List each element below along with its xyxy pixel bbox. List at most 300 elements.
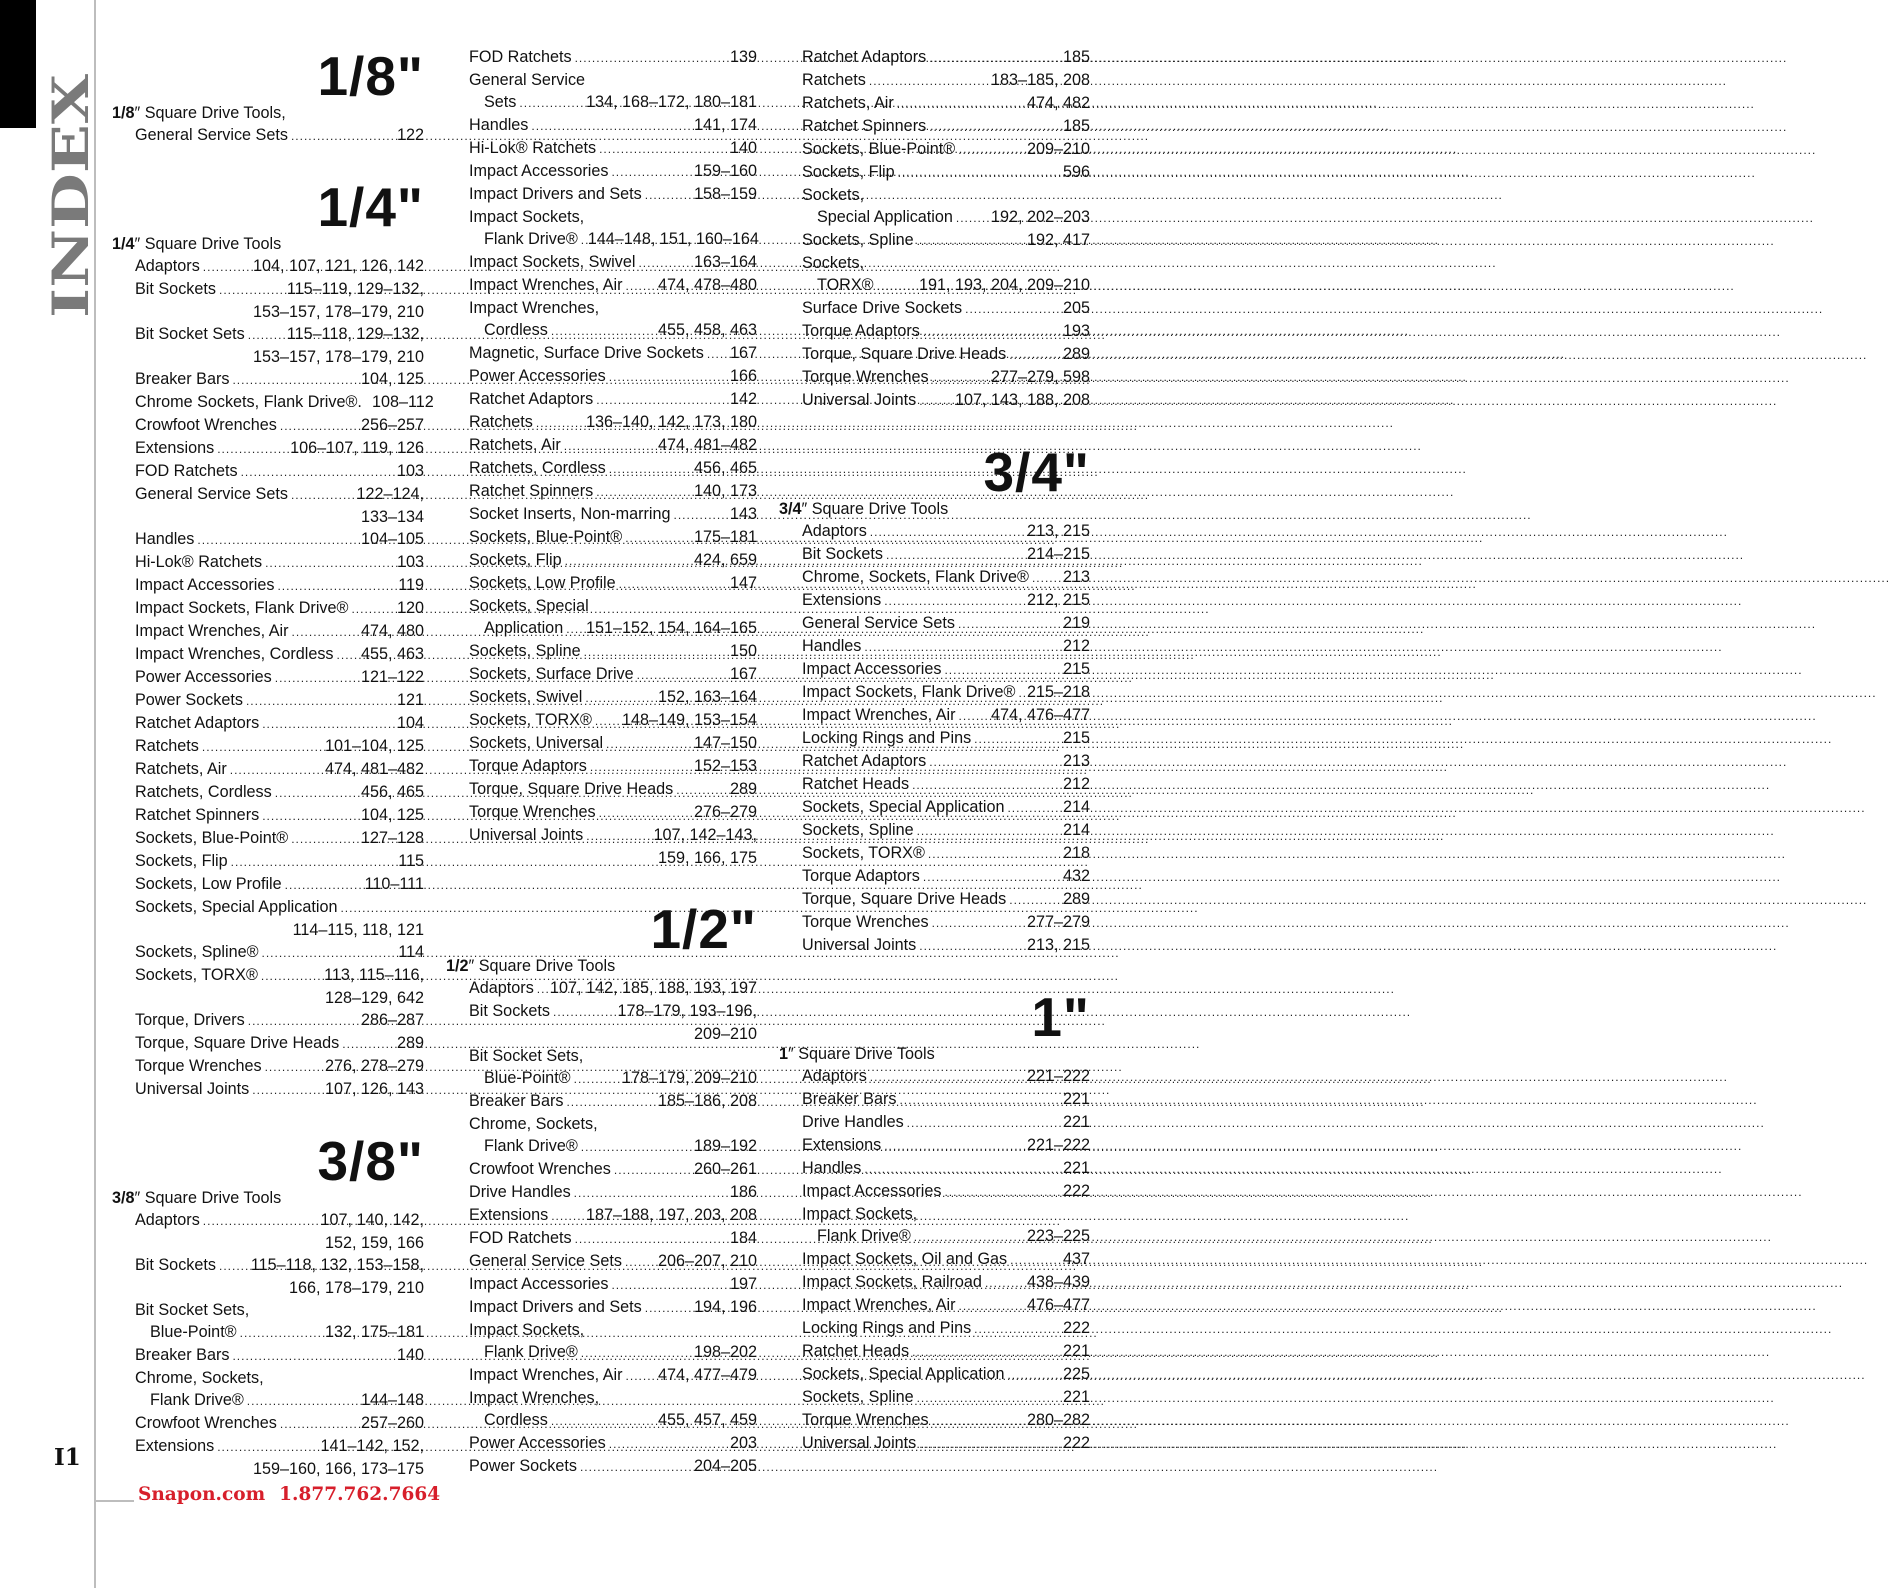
index-entry: [446, 342, 757, 365]
section-heading-size: 3/4: [779, 500, 802, 518]
entry-name: Ratchet Adaptors: [135, 714, 260, 732]
entry-name: Torque Wrenches: [802, 1411, 929, 1429]
entry-pages: 424, 659: [693, 551, 757, 569]
entry-pages: 257–260: [360, 1414, 424, 1432]
leader-dots: [217, 1436, 317, 1458]
section-heading-size: 3/8: [112, 1189, 135, 1207]
entry-name: Extensions: [802, 591, 882, 609]
entry-pages: 221–222: [1026, 1136, 1090, 1154]
entry-pages: 215: [1062, 660, 1090, 678]
entry-pages: 140: [396, 1346, 424, 1364]
leader-dots: [590, 756, 691, 778]
entry-name: Crowfoot Wrenches: [135, 416, 277, 434]
entry-pages: 120: [396, 599, 424, 617]
entry-pages: 222: [1062, 1182, 1090, 1200]
entry-name: Adaptors: [469, 979, 534, 997]
entry-name: Impact Wrenches, Air: [469, 1366, 623, 1384]
entry-name: Sockets, Special Application: [135, 898, 338, 916]
index-entry: [779, 92, 1090, 115]
entry-pages: 107, 142–143,: [653, 826, 757, 844]
entry-name: Universal Joints: [802, 391, 917, 409]
leader-dots: [252, 1079, 322, 1101]
entry-pages: 213, 215: [1026, 936, 1090, 954]
index-entry: [779, 727, 1090, 750]
entry-pages: 221: [1062, 1159, 1090, 1177]
index-entry: [446, 732, 757, 755]
index-entry: [779, 566, 1090, 589]
leader-dots: [291, 484, 354, 506]
entry-pages: 206–207, 210: [657, 1252, 757, 1270]
index-entry: [779, 842, 1090, 865]
leader-dots: [519, 92, 583, 114]
leader-dots: [246, 690, 394, 712]
entry-name: Impact Accessories: [802, 660, 942, 678]
entry-pages-continued: 166, 178–179, 210: [288, 1279, 424, 1297]
entry-pages: 198–202: [693, 1343, 757, 1361]
entry-pages: 141, 174: [693, 116, 757, 134]
index-entry: [112, 255, 424, 278]
leader-dots: [342, 1033, 394, 1055]
leader-dots: [581, 1342, 691, 1364]
leader-dots: [280, 415, 358, 437]
leader-dots: [676, 779, 727, 801]
index-subheading: Sockets,: [802, 254, 865, 272]
entry-name: Torque Adaptors: [802, 322, 920, 340]
index-entry: [112, 850, 424, 873]
leader-dots: [637, 664, 727, 686]
entry-name: Handles: [802, 637, 862, 655]
entry-pages: 432: [1062, 867, 1090, 885]
entry-name: Sockets, Blue-Point®: [469, 528, 623, 546]
entry-pages: 107, 142, 185, 188, 193, 197: [549, 979, 757, 997]
leader-dots: [275, 667, 358, 689]
index-entry: [446, 1204, 757, 1227]
entry-pages-continued: 152, 159, 166: [324, 1234, 424, 1252]
leader-dots: [232, 1345, 394, 1367]
section-size-title: 3/8": [317, 1130, 424, 1192]
index-entry: [779, 46, 1090, 69]
index-entry: [779, 229, 1090, 252]
leader-dots: [585, 687, 655, 709]
index-entry: [779, 1157, 1090, 1180]
leader-dots: [870, 1066, 1024, 1088]
leader-dots: [914, 1226, 1024, 1248]
index-entry: [779, 1134, 1090, 1157]
entry-pages: 276, 278–279: [324, 1057, 424, 1075]
leader-dots: [959, 1295, 1024, 1317]
leader-dots: [581, 1136, 691, 1158]
entry-name: Sockets, Universal: [469, 734, 604, 752]
entry-pages: 221: [1062, 1090, 1090, 1108]
leader-dots: [932, 1410, 1024, 1432]
entry-name: Sockets, Spline: [802, 821, 914, 839]
entry-pages: 185: [1062, 117, 1090, 135]
leader-dots: [575, 1228, 727, 1250]
entry-name: Adaptors: [135, 257, 200, 275]
index-entry: [112, 1435, 424, 1458]
index-entry: [446, 183, 757, 206]
entry-name: Ratchets, Air: [802, 94, 894, 112]
index-entry: [112, 1389, 424, 1412]
index-entry: [446, 434, 757, 457]
leader-dots: [265, 1056, 322, 1078]
index-entry: [779, 612, 1090, 635]
entry-pages: 115–119, 129–132,: [286, 280, 424, 298]
entry-pages: 104, 125: [360, 370, 424, 388]
entry-name: Magnetic, Surface Drive Sockets: [469, 344, 704, 362]
entry-name: Sets: [484, 93, 517, 111]
index-entry: [112, 368, 424, 391]
index-entry: [112, 1055, 424, 1078]
entry-pages: 456, 465: [693, 459, 757, 477]
index-entry: [779, 888, 1090, 911]
index-column-3: [779, 46, 1090, 1455]
leader-dots: [217, 438, 287, 460]
entry-name: Extensions: [135, 1437, 215, 1455]
entry-pages: 474, 480: [360, 622, 424, 640]
entry-pages: 438–439: [1026, 1273, 1090, 1291]
entry-name: Impact Sockets, Flank Drive®: [135, 599, 349, 617]
entry-pages: 214–215: [1026, 545, 1090, 563]
entry-pages: 178–179, 209–210: [621, 1069, 757, 1087]
leader-dots: [248, 324, 284, 346]
entry-name: Sockets, Low Profile: [469, 574, 616, 592]
leader-dots: [280, 1413, 358, 1435]
entry-pages: 139: [729, 48, 757, 66]
entry-pages: 221–222: [1026, 1067, 1090, 1085]
index-entry: [112, 804, 424, 827]
entry-name: Sockets, Blue-Point®: [135, 829, 289, 847]
entry-name: Torque Wrenches: [802, 368, 929, 386]
index-entry: [446, 91, 757, 114]
index-entry: [112, 1009, 424, 1032]
index-entry: [779, 1271, 1090, 1294]
leader-dots: [919, 935, 1024, 957]
entry-pages: 178–179, 193–196,: [617, 1002, 757, 1020]
leader-dots: [219, 279, 284, 301]
index-subheading: Sockets,: [802, 186, 865, 204]
entry-name: Sockets, Low Profile: [135, 875, 282, 893]
index-entry: [446, 617, 757, 640]
section-heading-size: 1: [779, 1045, 789, 1063]
leader-dots: [580, 1456, 691, 1478]
index-entry: [446, 319, 757, 342]
entry-pages: 223–225: [1026, 1227, 1090, 1245]
index-entry: [779, 704, 1090, 727]
footer-phone: 1.877.762.7664: [279, 1484, 441, 1505]
leader-dots: [974, 728, 1060, 750]
entry-name: Sockets, TORX®: [802, 844, 925, 862]
leader-dots: [203, 1210, 318, 1232]
index-entry: [112, 643, 424, 666]
entry-pages: 122: [396, 126, 424, 144]
leader-dots: [202, 736, 322, 758]
entry-pages: 213: [1062, 568, 1090, 586]
leader-dots: [574, 1068, 619, 1090]
entry-name: TORX®: [817, 276, 874, 294]
index-entry: [446, 549, 757, 572]
leader-dots: [645, 1297, 691, 1319]
index-subheading: Impact Wrenches,: [469, 299, 600, 317]
entry-pages: 276–279: [693, 803, 757, 821]
entry-pages: 214: [1062, 821, 1090, 839]
entry-name: Drive Handles: [469, 1183, 571, 1201]
leader-dots: [262, 942, 396, 964]
entry-pages: 115–118, 129–132,: [286, 325, 424, 343]
entry-pages-continued: 159–160, 166, 173–175: [252, 1460, 424, 1478]
index-entry: [446, 137, 757, 160]
entry-pages: 166: [729, 367, 757, 385]
entry-name: Ratchets, Cordless: [469, 459, 606, 477]
index-entry: [112, 666, 424, 689]
index-entry: [779, 865, 1090, 888]
index-entry: [112, 941, 424, 964]
index-entry: [779, 658, 1090, 681]
entry-pages: 121–122: [360, 668, 424, 686]
index-entry: [779, 1111, 1090, 1134]
entry-name: Ratchet Heads: [802, 775, 910, 793]
leader-dots: [553, 1001, 614, 1023]
leader-dots: [537, 978, 547, 1000]
entry-name: Sockets, TORX®: [469, 711, 592, 729]
entry-name: Blue-Point®: [150, 1323, 237, 1341]
entry-name: Sockets, Spline: [802, 231, 914, 249]
index-entry: [446, 1364, 757, 1387]
entry-pages: 474, 477–479: [657, 1366, 757, 1384]
index-entry: [112, 551, 424, 574]
entry-name: Breaker Bars: [135, 370, 230, 388]
entry-pages: 140, 173: [693, 482, 757, 500]
entry-name: Flank Drive®: [817, 1227, 911, 1245]
leader-dots: [596, 389, 727, 411]
leader-dots: [870, 521, 1024, 543]
entry-name: Crowfoot Wrenches: [469, 1160, 611, 1178]
index-entry: [112, 758, 424, 781]
section-heading-text: ″ Square Drive Tools: [134, 235, 282, 253]
index-entry: [446, 411, 757, 434]
leader-dots: [917, 820, 1060, 842]
entry-name: Hi-Lok® Ratchets: [469, 139, 597, 157]
leader-dots: [340, 897, 421, 919]
leader-dots: [884, 1135, 1024, 1157]
entry-pages: 107, 143, 188, 208: [954, 391, 1090, 409]
leader-dots: [944, 659, 1060, 681]
leader-dots: [565, 550, 691, 572]
entry-pages: 221: [1062, 1388, 1090, 1406]
entry-name: Sockets, TORX®: [135, 966, 258, 984]
entry-name: Application: [484, 619, 564, 637]
entry-name: Universal Joints: [802, 936, 917, 954]
entry-pages: 225: [1062, 1365, 1090, 1383]
index-entry: [446, 1455, 757, 1478]
entry-name: Handles: [802, 1159, 862, 1177]
entry-pages: 222: [1062, 1434, 1090, 1452]
entry-name: Impact Sockets, Swivel: [469, 253, 636, 271]
entry-pages: 197: [729, 1275, 757, 1293]
entry-pages: 289: [729, 780, 757, 798]
leader-dots: [247, 1390, 358, 1412]
leader-dots: [262, 805, 358, 827]
entry-pages: 141–142, 152,: [320, 1437, 424, 1455]
leader-dots: [974, 1318, 1060, 1340]
leader-dots: [626, 1365, 655, 1387]
leader-dots: [232, 369, 358, 391]
entry-pages: 167: [729, 344, 757, 362]
index-entry: [779, 750, 1090, 773]
index-entry: [112, 1344, 424, 1367]
leader-dots: [959, 705, 988, 727]
entry-pages: 455, 458, 463: [657, 321, 757, 339]
index-subheading: Chrome, Sockets,: [135, 1369, 264, 1387]
entry-name: Ratchet Heads: [802, 1342, 910, 1360]
leader-dots: [1010, 1249, 1060, 1271]
entry-pages: 456, 465: [360, 783, 424, 801]
index-entry: [112, 124, 424, 147]
index-entry: [446, 457, 757, 480]
entry-pages: 167: [729, 665, 757, 683]
entry-name: Torque, Drivers: [135, 1011, 245, 1029]
entry-name: Impact Accessories: [469, 1275, 609, 1293]
leader-dots: [958, 613, 1060, 635]
index-entry: [446, 365, 757, 388]
entry-pages: 103: [396, 553, 424, 571]
entry-pages: 110–111: [364, 875, 424, 893]
footer: [138, 1484, 454, 1505]
entry-name: Flank Drive®: [484, 1137, 578, 1155]
index-subheading: Bit Socket Sets,: [469, 1047, 584, 1065]
entry-name: Adaptors: [135, 1211, 200, 1229]
entry-pages: 184: [729, 1229, 757, 1247]
footer-website[interactable]: Snapon.com: [138, 1484, 266, 1505]
entry-name: Adaptors: [802, 1067, 867, 1085]
index-entry: [112, 460, 424, 483]
leader-dots: [674, 504, 727, 526]
index-entry: [446, 686, 757, 709]
entry-pages: 163–164: [693, 253, 757, 271]
entry-pages: 158–159: [693, 185, 757, 203]
index-entry: [112, 873, 424, 896]
entry-name: Torque Adaptors: [802, 867, 920, 885]
index-entry: [446, 1432, 757, 1455]
entry-pages: 147: [729, 574, 757, 592]
entry-name: Sockets, Flip: [469, 551, 562, 569]
entry-pages: 437: [1062, 1250, 1090, 1268]
entry-name: Breaker Bars: [469, 1092, 564, 1110]
index-entry: [446, 1273, 757, 1296]
index-entry: [112, 414, 424, 437]
index-entry: [446, 663, 757, 686]
entry-pages: 455, 463: [360, 645, 424, 663]
leader-dots: [241, 461, 394, 483]
index-subheading: Impact Sockets,: [469, 1321, 585, 1339]
index-entry: [446, 778, 757, 801]
entry-pages: 596: [1062, 163, 1090, 181]
entry-name: Flank Drive®: [484, 230, 578, 248]
entry-pages: 151–152, 154, 164–165: [585, 619, 757, 637]
section-heading-size: 1/8: [112, 104, 135, 122]
entry-pages: 140: [729, 139, 757, 157]
entry-name: Ratchet Spinners: [802, 117, 927, 135]
leader-dots: [956, 207, 988, 229]
entry-name: Impact Drivers and Sets: [469, 185, 642, 203]
index-entry: [779, 161, 1090, 184]
entry-name: Bit Sockets: [135, 1256, 216, 1274]
index-entry: [446, 1135, 757, 1158]
entry-pages: 192, 417: [1026, 231, 1090, 249]
index-entry: [779, 1317, 1090, 1340]
entry-name: Ratchets, Air: [469, 436, 561, 454]
index-entry: [779, 69, 1090, 92]
leader-dots: [864, 1158, 1060, 1180]
section-heading-size: 1/2: [446, 957, 469, 975]
entry-name: General Service Sets: [135, 126, 288, 144]
entry-pages: 159–160: [693, 162, 757, 180]
section-size-title: 3/4": [983, 441, 1090, 503]
footer-rule: [94, 1500, 134, 1502]
index-subheading: Sockets, Special: [469, 597, 589, 615]
entry-name: Locking Rings and Pins: [802, 729, 972, 747]
entry-name: Cordless: [484, 321, 548, 339]
entry-name: Special Application: [817, 208, 953, 226]
entry-name: Cordless: [484, 1411, 548, 1429]
section-heading-size: 1/4: [112, 235, 135, 253]
index-entry: [446, 1227, 757, 1250]
index-entry: [446, 709, 757, 732]
index-entry: [446, 1000, 757, 1023]
leader-dots: [219, 1255, 248, 1277]
index-entry: [446, 640, 757, 663]
leader-dots: [277, 575, 395, 597]
entry-pages-continued: 128–129, 642: [324, 989, 424, 1007]
entry-name: FOD Ratchets: [469, 1229, 572, 1247]
leader-dots: [285, 874, 362, 896]
leader-dots: [869, 70, 988, 92]
entry-pages: 474, 482: [1026, 94, 1090, 112]
index-entry: [446, 1158, 757, 1181]
index-entry: [446, 160, 757, 183]
entry-pages-continued: 209–210: [693, 1025, 757, 1043]
index-entry: [779, 274, 1090, 297]
index-column-2: [446, 46, 757, 1478]
entry-pages: 134, 168–172, 180–181: [585, 93, 757, 111]
entry-pages: 191, 193, 204, 209–210: [918, 276, 1090, 294]
leader-dots: [566, 618, 583, 640]
leader-dots: [985, 1272, 1024, 1294]
entry-pages: 144–148, 151, 160–164: [587, 230, 759, 248]
entry-pages: 476–477: [1026, 1296, 1090, 1314]
index-subheading: Impact Wrenches,: [469, 1389, 600, 1407]
index-entry: [779, 1386, 1090, 1409]
index-entry: [779, 589, 1090, 612]
entry-name: FOD Ratchets: [469, 48, 572, 66]
entry-pages: 193: [1062, 322, 1090, 340]
entry-name: Sockets, Surface Drive: [469, 665, 634, 683]
index-entry: [779, 520, 1090, 543]
entry-pages: 203: [729, 1434, 757, 1452]
entry-name: Impact Wrenches, Air: [802, 1296, 956, 1314]
entry-name: Flank Drive®: [484, 1343, 578, 1361]
entry-name: Locking Rings and Pins: [802, 1319, 972, 1337]
entry-pages: 115–118, 132, 153–158,: [250, 1256, 424, 1274]
entry-pages: 104–105: [360, 530, 424, 548]
leader-dots: [929, 47, 1060, 69]
index-entry: [779, 796, 1090, 819]
entry-name: Handles: [135, 530, 195, 548]
section-size-title: 1/8": [317, 45, 424, 107]
leader-dots: [551, 320, 655, 342]
entry-name: Sockets, Spline: [469, 642, 581, 660]
entry-name: General Service Sets: [469, 1252, 622, 1270]
